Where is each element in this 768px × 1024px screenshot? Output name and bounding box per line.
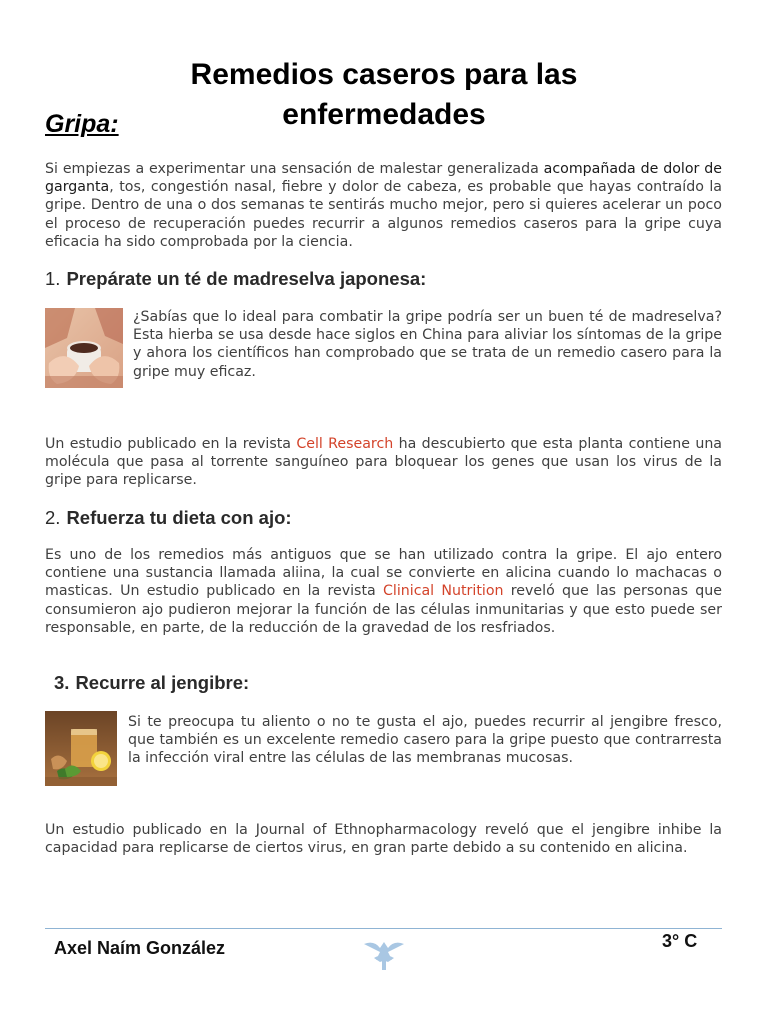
cell-research-link[interactable]: Cell Research xyxy=(296,436,394,452)
remedy-2-number: 2. xyxy=(45,507,61,528)
remedy-3-number: 3. xyxy=(54,672,70,693)
remedy-3-heading xyxy=(54,672,249,694)
decorative-ornament-icon xyxy=(362,938,406,976)
remedy-1-study-end: ha descubierto que esta planta contiene una molécula que pasa al torrente sanguíneo para bloquear los genes que usan los virus de la gripe para replicarse. xyxy=(45,436,722,489)
document-title: Remedios caseros para las enfermedades xyxy=(190,58,578,132)
remedy-2-heading xyxy=(45,507,292,529)
author-name: Axel Naím González xyxy=(54,938,226,958)
footer-divider xyxy=(45,928,722,929)
remedy-2-paragraph xyxy=(45,546,722,637)
ginger-tea-photo xyxy=(45,711,117,786)
remedy-1-heading xyxy=(45,268,426,290)
remedy-1-title: Prepárate un té de madreselva japonesa: xyxy=(66,268,427,289)
remedy-1-description: ¿Sabías que lo ideal para combatir la gripe podría ser un buen té de madreselva? Esta hierba se usa desde hace siglos en China para aliviar los síntomas de la gripe y ahora los científicos han comprobado que se trata de un remedio casero para la gripe muy eficaz. xyxy=(133,309,722,380)
remedy-1-study xyxy=(45,435,722,490)
remedy-3-title: Recurre al jengibre: xyxy=(75,672,250,693)
remedy-2-text-end: reveló que las personas que consumieron ajo pudieron mejorar la función de las células inmunitarias y que esto puede ser responsable, en parte, de la reducción de la gravedad de los resfriados. xyxy=(45,583,723,636)
remedy-3-description: Si te preocupa tu aliento o no te gusta el ajo, puedes recurrir al jengibre fresco, que también es un excelente remedio casero para la gripe puesto que contrarresta la infección viral entre las células de las membranas mucosas. xyxy=(128,714,722,767)
remedy-2-title: Refuerza tu dieta con ajo: xyxy=(66,507,292,528)
clinical-nutrition-link[interactable]: Clinical Nutrition xyxy=(382,583,504,600)
remedy-3-study: Un estudio publicado en la Journal of Ethnopharmacology reveló que el jengibre inhibe la capacidad para replicarse de ciertos virus, en gran parte debido a su contenido en alicina. xyxy=(45,822,722,857)
intro-text-start: Si empiezas a experimentar una sensación de malestar generalizada xyxy=(45,161,544,177)
class-group: 3° C xyxy=(662,931,698,951)
section-heading-gripa: Gripa: xyxy=(45,110,119,138)
intro-paragraph xyxy=(45,160,722,251)
intro-text-end: , tos, congestión nasal, fiebre y dolor de cabeza, es probable que hayas contraído la gripe. Dentro de una o dos semanas te sentirás mucho mejor, pero si quieres acelerar un poco el proceso de recuperación puedes recurrir a algunos remedios caseros para la gripe cuya eficacia ha sido comprobada por la ciencia. xyxy=(45,179,722,250)
remedy-1-number: 1. xyxy=(45,268,61,289)
remedy-1-study-start: Un estudio publicado en la revista xyxy=(45,436,297,452)
remedy-2-text-start: Es uno de los remedios más antiguos que se han utilizado contra la gripe. El ajo entero contiene una sustancia llamada aliina, la cual se convierte en alicina cuando lo machacas o masticas. Un estudio publicado en la revista xyxy=(45,547,722,600)
intro-emphasis: acompañada de dolor de garganta xyxy=(45,161,722,196)
tea-cup-in-hands-photo xyxy=(45,308,123,388)
